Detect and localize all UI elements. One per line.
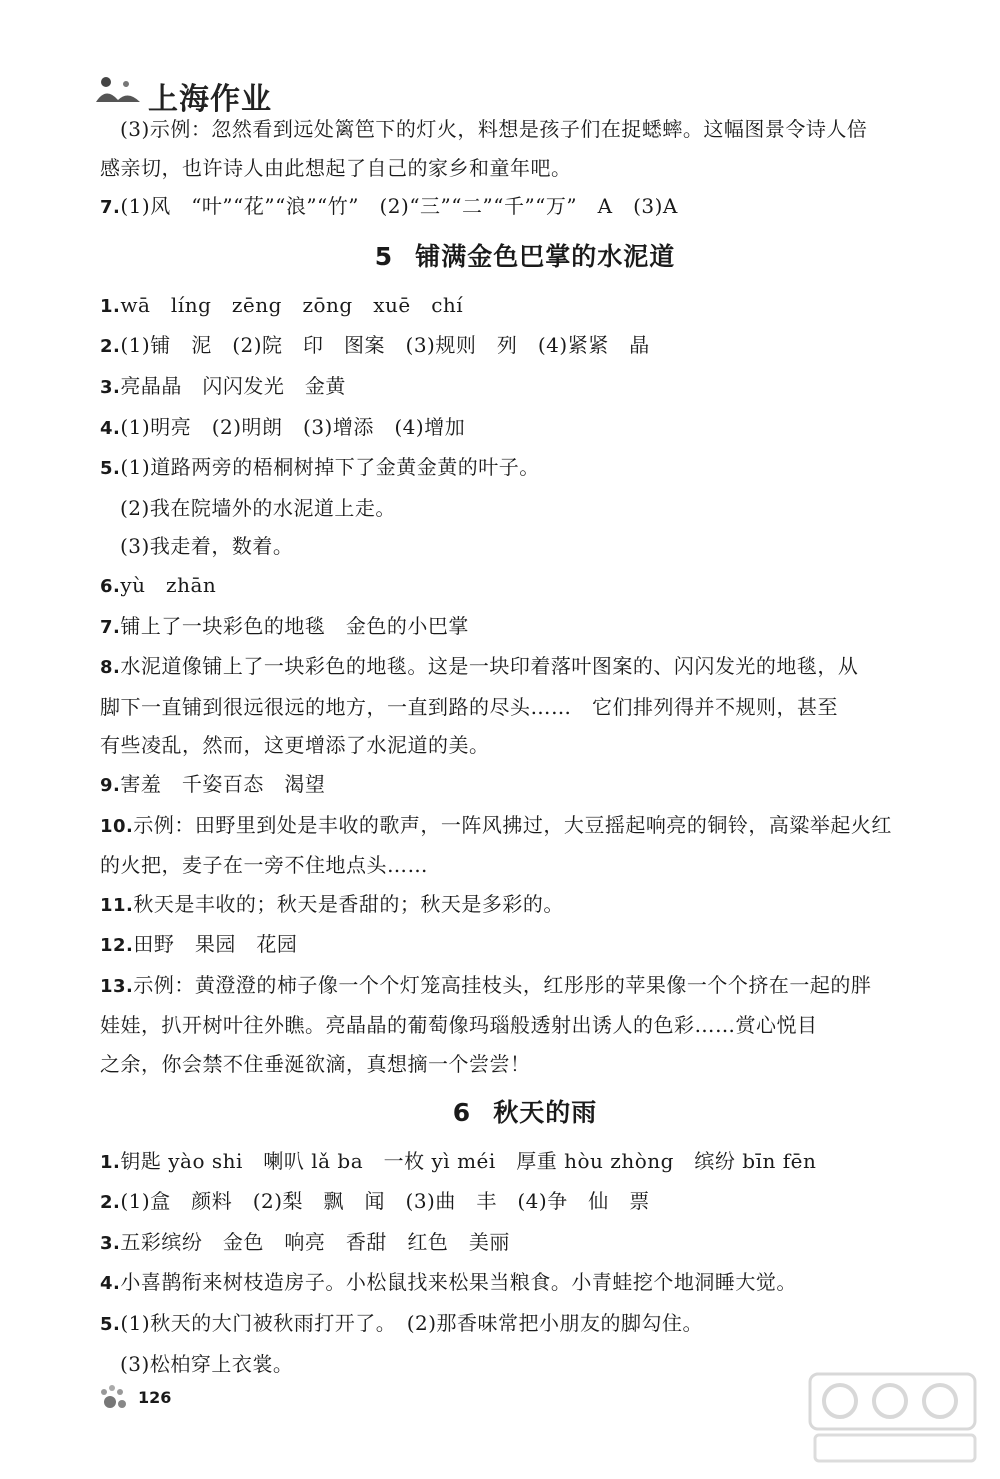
answer-text-line <box>100 726 950 765</box>
item-text: 之余，你会禁不住垂涎欲滴，真想摘一个尝尝！ <box>100 1052 531 1077</box>
item-text: (2)我在院墙外的水泥道上走。 <box>120 495 396 520</box>
item-text: 脚下一直铺到很远很远的地方，一直到路的尽头…… 它们排列得并不规则，甚至 <box>100 694 838 719</box>
answer-item <box>100 806 950 847</box>
item-text: 感亲切，也许诗人由此想起了自己的家乡和童年吧。 <box>100 155 572 180</box>
item-text: 小喜鹊衔来树枝造房子。小松鼠找来松果当粮食。小青蛙挖个地洞睡大觉。 <box>120 1270 797 1295</box>
item-text: 五彩缤纷 金色 响亮 香甜 红色 美丽 <box>120 1229 510 1254</box>
answer-text-line <box>100 1006 950 1045</box>
answer-content <box>100 110 950 1383</box>
answer-text-line <box>100 489 950 528</box>
item-text: 田野 果园 花园 <box>133 932 298 957</box>
section-number: 6 <box>452 1097 472 1127</box>
item-text: (1)盒 颜料 (2)梨 飘 闻 (3)曲 丰 (4)争 仙 票 <box>120 1189 650 1214</box>
item-text: 亮晶晶 闪闪发光 金黄 <box>120 373 346 398</box>
answer-item <box>100 187 950 228</box>
section-number: 5 <box>374 241 394 271</box>
item-text: 示例：黄澄澄的柿子像一个个灯笼高挂枝头，红彤彤的苹果像一个个挤在一起的胖 <box>133 972 872 997</box>
answer-item <box>100 367 950 408</box>
item-text: 有些凌乱，然而，这更增添了水泥道的美。 <box>100 733 490 758</box>
item-number: 6. <box>100 575 121 597</box>
item-number: 12. <box>100 935 134 957</box>
item-text: 示例：田野里到处是丰收的歌声，一阵风拂过，大豆摇起响亮的铜铃，高粱举起火红 <box>133 812 892 837</box>
item-number: 7. <box>100 197 121 219</box>
item-number: 4. <box>100 1273 121 1295</box>
answer-item <box>100 966 950 1007</box>
answer-text-line <box>100 688 950 727</box>
item-number: 1. <box>100 295 121 317</box>
item-text: 秋天是丰收的；秋天是香甜的；秋天是多彩的。 <box>133 891 564 916</box>
section-title-text: 秋天的雨 <box>493 1097 598 1127</box>
answer-item <box>100 1142 950 1183</box>
footer-decoration-icon <box>96 1382 132 1414</box>
answer-item <box>100 765 950 806</box>
item-number: 5. <box>100 458 121 480</box>
page-footer <box>96 1382 296 1418</box>
item-text: (1)风 “叶”“花”“浪”“竹” (2)“三”“二”“千”“万” A (3)A <box>120 194 678 219</box>
item-text: (1)秋天的大门被秋雨打开了。 (2)那香味常把小朋友的脚勾住。 <box>120 1311 704 1336</box>
answer-text-line <box>100 1045 950 1084</box>
item-number: 13. <box>100 975 134 997</box>
section-title-text: 铺满金色巴掌的水泥道 <box>415 241 676 271</box>
item-text: 的火把，麦子在一旁不住地点头…… <box>100 853 428 878</box>
item-text: 娃娃，扒开树叶往外瞧。亮晶晶的葡萄像玛瑙般透射出诱人的色彩……赏心悦目 <box>100 1013 818 1038</box>
answer-item <box>100 286 950 327</box>
answer-text-line <box>100 527 950 566</box>
logo-figure-icon <box>92 72 142 106</box>
item-text: 钥匙 yào shi 喇叭 lǎ ba 一枚 yì méi 厚重 hòu zhòng 缤纷 bīn fēn <box>120 1148 817 1173</box>
item-text: 铺上了一块彩色的地毯 金色的小巴掌 <box>120 613 469 638</box>
item-text: yù zhān <box>120 572 217 597</box>
header-logo <box>92 66 322 117</box>
item-text: (3)我走着，数着。 <box>120 534 294 559</box>
answer-item <box>100 925 950 966</box>
item-number: 8. <box>100 657 121 679</box>
item-text: wā líng zēng zōng xuē chí <box>120 292 464 317</box>
item-text: (1)铺 泥 (2)院 印 图案 (3)规则 列 (4)紧紧 晶 <box>120 333 650 358</box>
item-number: 11. <box>100 894 134 916</box>
answer-text-line <box>100 846 950 885</box>
item-number: 5. <box>100 1314 121 1336</box>
item-text: (3)示例：忽然看到远处篱笆下的灯火，料想是孩子们在捉蟋蟀。这幅图景令诗人倍 <box>120 117 868 141</box>
answer-item <box>100 408 950 449</box>
item-number: 1. <box>100 1151 121 1173</box>
item-text: (3)松柏穿上衣裳。 <box>120 1351 294 1376</box>
answer-item <box>100 607 950 648</box>
item-number: 10. <box>100 815 134 837</box>
item-text: 害羞 千姿百态 渴望 <box>120 771 326 796</box>
item-number: 2. <box>100 1192 121 1214</box>
item-number: 9. <box>100 774 121 796</box>
item-text: 水泥道像铺上了一块彩色的地毯。这是一块印着落叶图案的、闪闪发光的地毯，从 <box>120 654 859 679</box>
item-number: 4. <box>100 417 121 439</box>
item-number: 7. <box>100 616 121 638</box>
item-number: 3. <box>100 1232 121 1254</box>
item-text: (1)道路两旁的梧桐树掉下了金黄金黄的叶子。 <box>120 455 540 480</box>
item-text: (1)明亮 (2)明朗 (3)增添 (4)增加 <box>120 414 466 439</box>
answer-item <box>100 1182 950 1223</box>
section-title <box>100 1084 950 1142</box>
answer-item <box>100 1304 950 1345</box>
answer-item <box>100 566 950 607</box>
item-number: 3. <box>100 376 121 398</box>
section-title <box>100 228 950 286</box>
answer-item <box>100 647 950 688</box>
watermark-logo <box>740 1369 980 1469</box>
item-number: 2. <box>100 336 121 358</box>
answer-item <box>100 448 950 489</box>
page-number: 126 <box>138 1388 172 1407</box>
answer-item <box>100 326 950 367</box>
answer-item <box>100 1223 950 1264</box>
answer-text-line <box>100 110 950 149</box>
answer-item <box>100 1263 950 1304</box>
answer-item <box>100 885 950 926</box>
logo-text: 上海作业 <box>148 82 272 117</box>
answer-text-line <box>100 149 950 188</box>
